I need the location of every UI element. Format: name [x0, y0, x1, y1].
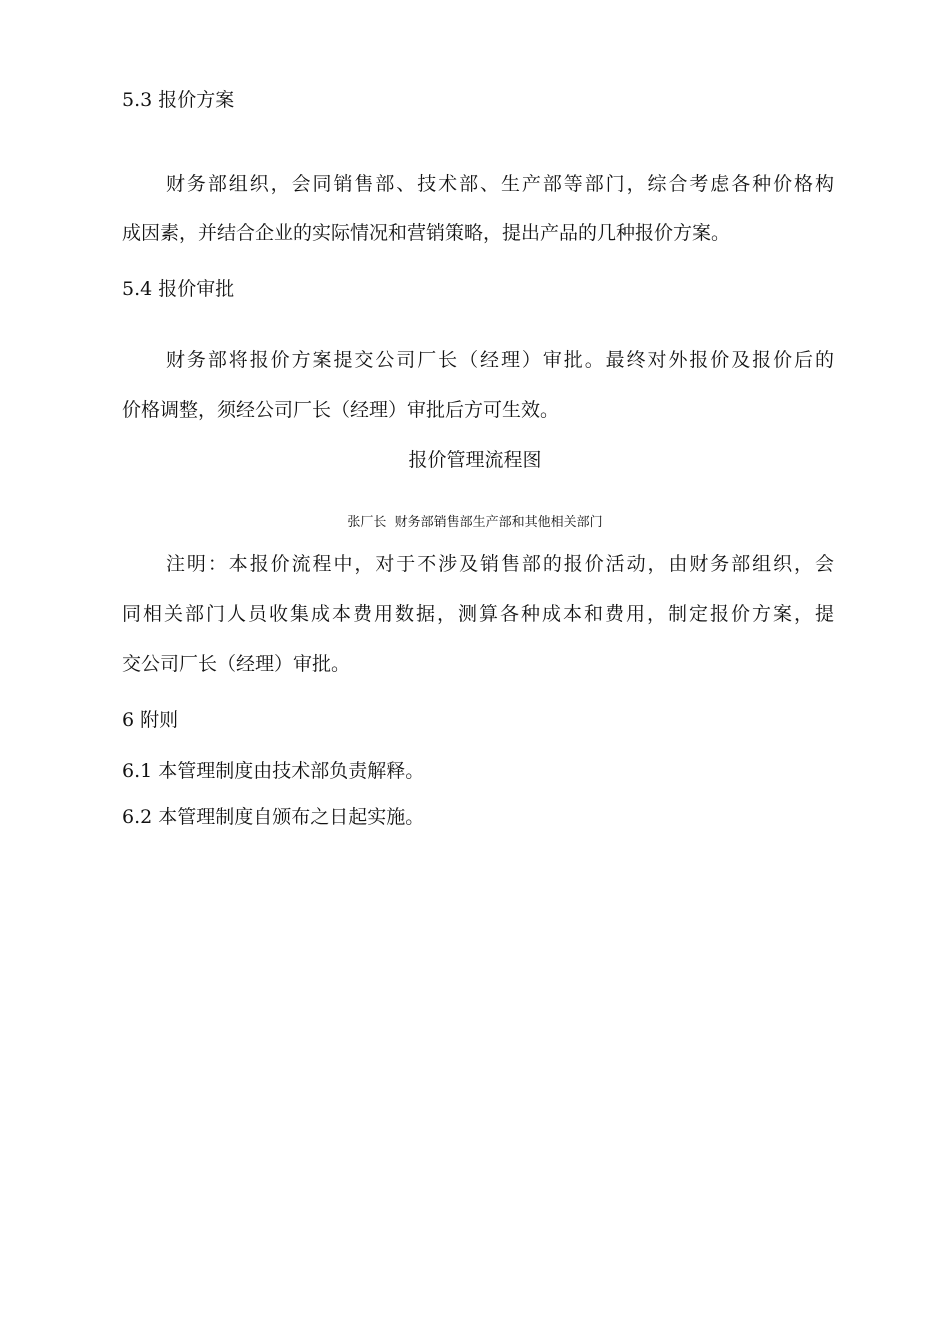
note-line-1: 注明：本报价流程中，对于不涉及销售部的报价活动，由财务部组织，会 — [166, 553, 834, 575]
section-5-3-heading: 5.3 报价方案 — [122, 89, 235, 111]
flowchart-title: 报价管理流程图 — [408, 449, 542, 471]
section-5-4-paragraph-line-2: 价格调整，须经公司厂长（经理）审批后方可生效。 — [122, 399, 560, 421]
section-6-2-item: 6.2 本管理制度自颁布之日起实施。 — [122, 806, 425, 828]
section-5-3-paragraph-line-2: 成因素，并结合企业的实际情况和营销策略，提出产品的几种报价方案。 — [122, 222, 731, 244]
note-line-3: 交公司厂长（经理）审批。 — [122, 653, 351, 675]
section-6-1-item: 6.1 本管理制度由技术部负责解释。 — [122, 760, 425, 782]
section-5-4-paragraph-line-1: 财务部将报价方案提交公司厂长（经理）审批。最终对外报价及报价后的 — [166, 349, 834, 371]
flowchart-lanes-caption: 张厂长 财务部销售部生产部和其他相关部门 — [347, 515, 603, 530]
section-5-4-heading: 5.4 报价审批 — [122, 278, 235, 300]
section-6-heading: 6 附则 — [122, 709, 179, 731]
note-line-2: 同相关部门人员收集成本费用数据，测算各种成本和费用，制定报价方案，提 — [122, 603, 834, 625]
section-5-3-paragraph-line-1: 财务部组织，会同销售部、技术部、生产部等部门，综合考虑各种价格构 — [166, 173, 834, 195]
